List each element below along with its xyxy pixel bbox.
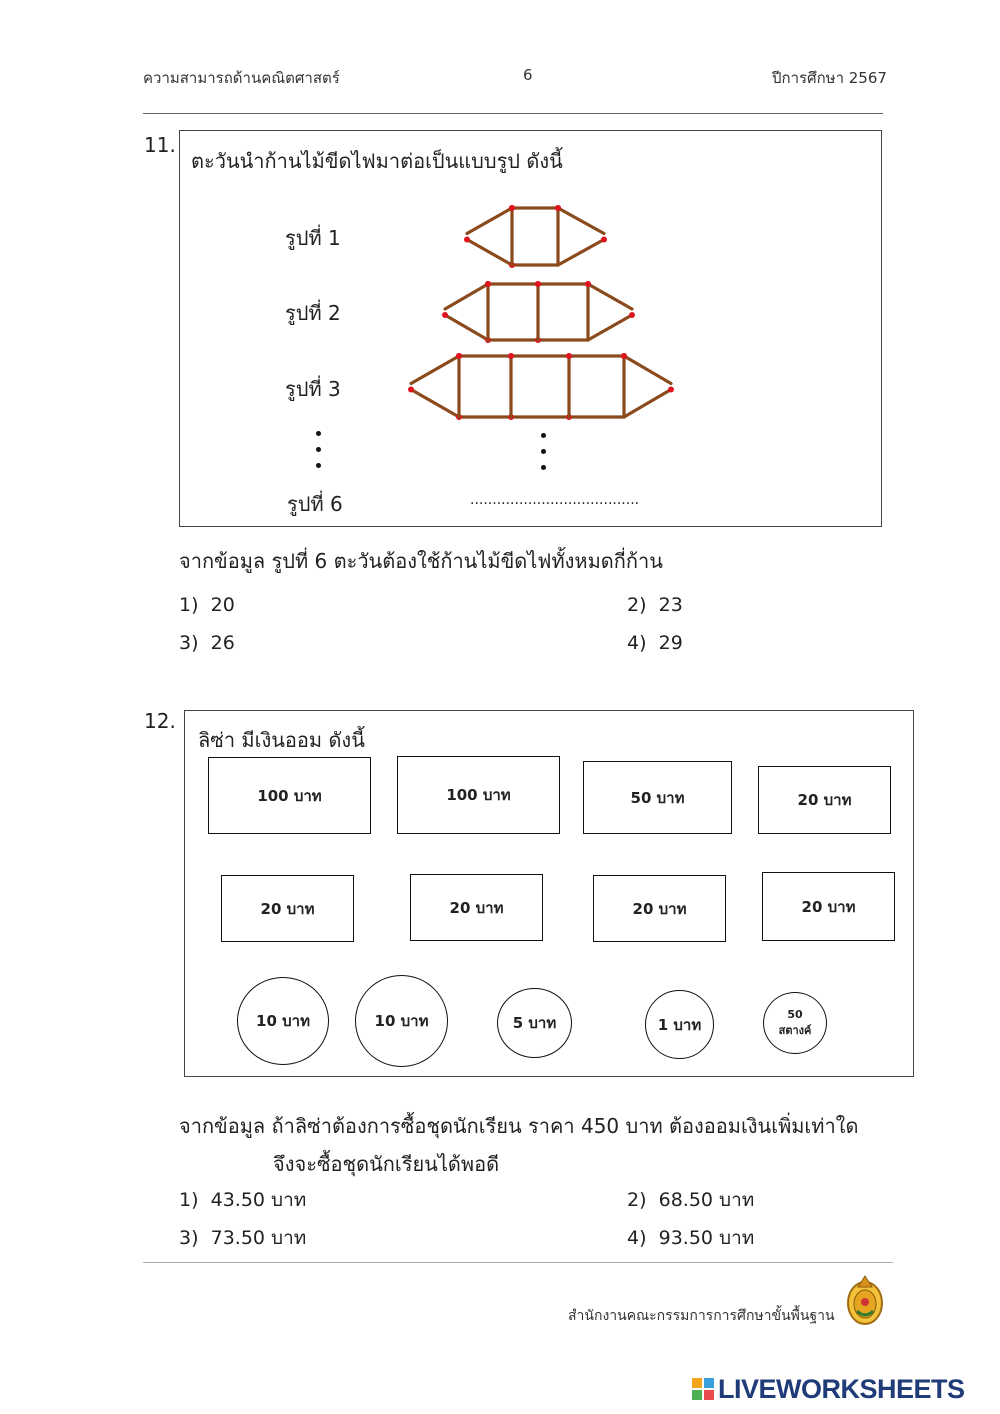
banknote-20: 20 บาท	[758, 766, 891, 834]
option-number: 3)	[179, 632, 199, 654]
coin-50-satang	[763, 992, 827, 1054]
banknote-20: 20 บาท	[593, 875, 726, 942]
matchstick	[558, 208, 604, 234]
match-head	[629, 312, 635, 318]
match-head	[668, 387, 674, 393]
q11-option-2[interactable]	[627, 594, 683, 616]
q12-question-line2: จึงจะซื้อชุดนักเรียนได้พอดี	[273, 1152, 500, 1176]
liveworksheets-brand: LIVEWORKSHEETS	[718, 1374, 965, 1404]
header-subject: ความสามารถด้านคณิตศาสตร์	[143, 69, 340, 87]
matchstick	[445, 315, 488, 340]
coin-5: 5 บาท	[497, 988, 572, 1058]
q12-option-2[interactable]	[627, 1185, 754, 1215]
coin-unit: สตางค์	[778, 1024, 812, 1037]
matchstick	[445, 284, 488, 309]
ellipsis-dot	[316, 447, 321, 452]
q12-question-line1: จากข้อมูล ถ้าลิซ่าต้องการซื้อชุดนักเรียน ราคา 450 บาท ต้องออมเงินเพิ่มเท่าใด	[179, 1114, 859, 1138]
banknote-100: 100 บาท	[397, 756, 560, 834]
option-text: 20	[210, 594, 235, 616]
matchstick	[558, 240, 604, 266]
matchstick	[624, 356, 671, 384]
match-head	[508, 353, 514, 359]
match-head	[509, 205, 515, 211]
option-number: 2)	[627, 1189, 647, 1211]
q11-option-3[interactable]	[179, 632, 235, 654]
matchstick	[411, 356, 459, 384]
coin-10: 10 บาท	[237, 977, 329, 1065]
match-head	[601, 237, 607, 243]
option-number: 4)	[627, 632, 647, 654]
match-head	[555, 205, 561, 211]
matchstick	[588, 284, 632, 309]
match-head	[535, 281, 541, 287]
option-text: 43.50 บาท	[210, 1189, 307, 1211]
header-page-number: 6	[523, 66, 533, 84]
banknote-100: 100 บาท	[208, 757, 371, 834]
q11-number: 11.	[144, 133, 176, 157]
answer-blank[interactable]: ......................................	[470, 492, 640, 508]
matchstick	[411, 390, 459, 418]
q12-option-1[interactable]	[179, 1185, 306, 1215]
match-head	[566, 353, 572, 359]
match-head	[456, 353, 462, 359]
q11-intro: ตะวันนำก้านไม้ขีดไฟมาต่อเป็นแบบรูป ดังนี้	[191, 149, 563, 173]
ellipsis-dot	[541, 449, 546, 454]
option-text: 26	[210, 632, 235, 654]
option-text: 68.50 บาท	[658, 1189, 755, 1211]
option-text: 93.50 บาท	[658, 1227, 755, 1249]
match-head	[464, 237, 470, 243]
office-emblem-icon	[845, 1273, 885, 1327]
option-number: 2)	[627, 594, 647, 616]
option-number: 1)	[179, 1189, 199, 1211]
figure-2-label: รูปที่ 2	[285, 301, 341, 325]
footer-office: สำนักงานคณะกรรมการการศึกษาขั้นพื้นฐาน	[568, 1308, 835, 1324]
header-year: ปีการศึกษา 2567	[772, 69, 887, 87]
q11-question: จากข้อมูล รูปที่ 6 ตะวันต้องใช้ก้านไม้ขีดไฟทั้งหมดกี่ก้าน	[179, 549, 663, 573]
figure-1-label: รูปที่ 1	[285, 226, 341, 250]
matchstick	[624, 390, 671, 418]
match-head	[408, 387, 414, 393]
ellipsis-dot	[316, 463, 321, 468]
option-text: 29	[658, 632, 683, 654]
coin-1: 1 บาท	[645, 990, 714, 1059]
q11-option-1[interactable]	[179, 594, 235, 616]
ellipsis-dot	[316, 431, 321, 436]
banknote-20: 20 บาท	[410, 874, 543, 941]
matchstick-patterns	[408, 205, 674, 420]
q12-number: 12.	[144, 709, 176, 733]
coin-value: 50	[787, 1007, 803, 1021]
option-number: 3)	[179, 1227, 199, 1249]
q12-option-3[interactable]	[179, 1223, 306, 1253]
banknote-50: 50 บาท	[583, 761, 732, 834]
banknote-20: 20 บาท	[221, 875, 354, 942]
liveworksheets-logo-icon	[692, 1378, 716, 1402]
matchstick	[588, 315, 632, 340]
matchstick-figures	[0, 0, 1000, 530]
figure-3-label: รูปที่ 3	[285, 377, 341, 401]
q12-intro: ลิซ่า มีเงินออม ดังนี้	[198, 728, 365, 752]
matchstick	[467, 208, 512, 234]
option-text: 23	[658, 594, 683, 616]
match-head	[485, 281, 491, 287]
match-head	[585, 281, 591, 287]
coin-10: 10 บาท	[355, 975, 448, 1067]
match-head	[442, 312, 448, 318]
ellipsis-dot	[541, 465, 546, 470]
matchstick	[467, 240, 512, 266]
banknote-20: 20 บาท	[762, 872, 895, 941]
figure-6-label: รูปที่ 6	[287, 492, 343, 516]
footer-rule	[143, 1262, 893, 1263]
q11-option-4[interactable]	[627, 632, 683, 654]
match-head	[621, 353, 627, 359]
q12-option-4[interactable]	[627, 1223, 754, 1253]
option-text: 73.50 บาท	[210, 1227, 307, 1249]
option-number: 1)	[179, 594, 199, 616]
option-number: 4)	[627, 1227, 647, 1249]
ellipsis-dot	[541, 433, 546, 438]
